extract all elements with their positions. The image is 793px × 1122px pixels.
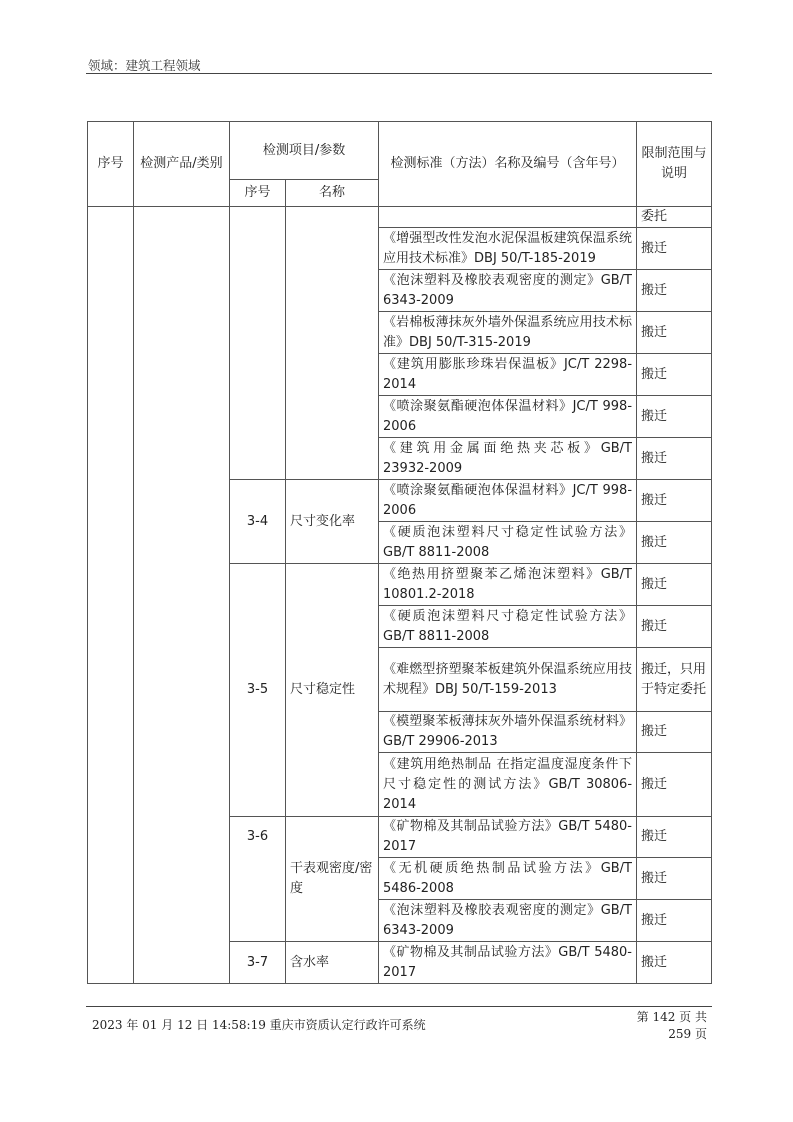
item-name-cell: 尺寸稳定性 (286, 564, 379, 817)
limit-cell: 委托 (637, 207, 712, 228)
limit-cell: 搬迁 (637, 712, 712, 753)
header-items: 检测项目/参数 (230, 122, 379, 180)
limit-cell: 搬迁 (637, 438, 712, 480)
standard-cell: 《无机硬质绝热制品试验方法》GB/T 5486-2008 (379, 858, 637, 900)
footer-timestamp: 2023 年 01 月 12 日 14:58:19 重庆市资质认定行政许可系统 (92, 1018, 426, 1032)
item-no-cell: 3-5 (230, 564, 286, 817)
limit-cell: 搬迁 (637, 396, 712, 438)
limit-cell: 搬迁 (637, 270, 712, 312)
standard-cell: 《泡沫塑料及橡胶表观密度的测定》GB/T 6343-2009 (379, 270, 637, 312)
header-seq: 序号 (88, 122, 134, 207)
limit-cell: 搬迁 (637, 522, 712, 564)
accreditation-table (87, 121, 712, 984)
footer-page-number: 第 142 页 共 259 页 (636, 1010, 707, 1041)
header-product: 检测产品/类别 (134, 122, 230, 207)
standard-cell: 《硬质泡沫塑料尺寸稳定性试验方法》GB/T 8811-2008 (379, 522, 637, 564)
item-no-cell (230, 207, 286, 480)
standard-cell: 《岩棉板薄抹灰外墙外保温系统应用技术标准》DBJ 50/T-315-2019 (379, 312, 637, 354)
limit-cell: 搬迁 (637, 354, 712, 396)
standard-cell: 《泡沫塑料及橡胶表观密度的测定》GB/T 6343-2009 (379, 900, 637, 942)
seq-cell (88, 207, 134, 984)
footer-divider (86, 1006, 712, 1007)
header-standard: 检测标准（方法）名称及编号（含年号） (379, 122, 637, 207)
item-name-cell: 干表观密度/密度 (286, 817, 379, 942)
item-no-cell: 3-4 (230, 480, 286, 564)
header-divider (86, 73, 712, 74)
domain-header: 领域：建筑工程领域 (88, 58, 201, 73)
standard-cell: 《矿物棉及其制品试验方法》GB/T 5480-2017 (379, 942, 637, 984)
standard-cell: 《喷涂聚氨酯硬泡体保温材料》JC/T 998-2006 (379, 480, 637, 522)
standard-cell (379, 207, 637, 228)
standard-cell: 《增强型改性发泡水泥保温板建筑保温系统应用技术标准》DBJ 50/T-185-2019 (379, 228, 637, 270)
limit-cell: 搬迁 (637, 606, 712, 648)
header-item-seq: 序号 (230, 180, 286, 207)
standard-cell: 《矿物棉及其制品试验方法》GB/T 5480-2017 (379, 817, 637, 858)
standard-cell: 《建筑用绝热制品 在指定温度湿度条件下尺寸稳定性的测试方法》GB/T 30806-2014 (379, 753, 637, 817)
product-cell (134, 207, 230, 984)
limit-cell: 搬迁 (637, 900, 712, 942)
limit-cell: 搬迁 (637, 942, 712, 984)
header-limit: 限制范围与说明 (637, 122, 712, 207)
limit-cell: 搬迁 (637, 858, 712, 900)
limit-cell: 搬迁 (637, 753, 712, 817)
standard-cell: 《模塑聚苯板薄抹灰外墙外保温系统材料》GB/T 29906-2013 (379, 712, 637, 753)
limit-cell: 搬迁 (637, 817, 712, 858)
limit-cell: 搬迁 (637, 312, 712, 354)
item-no-cell: 3-6 (230, 817, 286, 942)
standard-cell: 《建筑用金属面绝热夹芯板》GB/T 23932-2009 (379, 438, 637, 480)
limit-cell: 搬迁，只用于特定委托 (637, 648, 712, 712)
standard-cell: 《难燃型挤塑聚苯板建筑外保温系统应用技术规程》DBJ 50/T-159-2013 (379, 648, 637, 712)
item-name-cell (286, 207, 379, 480)
item-name-cell: 尺寸变化率 (286, 480, 379, 564)
standard-cell: 《喷涂聚氨酯硬泡体保温材料》JC/T 998-2006 (379, 396, 637, 438)
header-item-name: 名称 (286, 180, 379, 207)
limit-cell: 搬迁 (637, 228, 712, 270)
item-name-cell: 含水率 (286, 942, 379, 984)
standard-cell: 《硬质泡沫塑料尺寸稳定性试验方法》GB/T 8811-2008 (379, 606, 637, 648)
standard-cell: 《绝热用挤塑聚苯乙烯泡沫塑料》GB/T 10801.2-2018 (379, 564, 637, 606)
limit-cell: 搬迁 (637, 564, 712, 606)
standard-cell: 《建筑用膨胀珍珠岩保温板》JC/T 2298-2014 (379, 354, 637, 396)
item-no-cell: 3-7 (230, 942, 286, 984)
limit-cell: 搬迁 (637, 480, 712, 522)
